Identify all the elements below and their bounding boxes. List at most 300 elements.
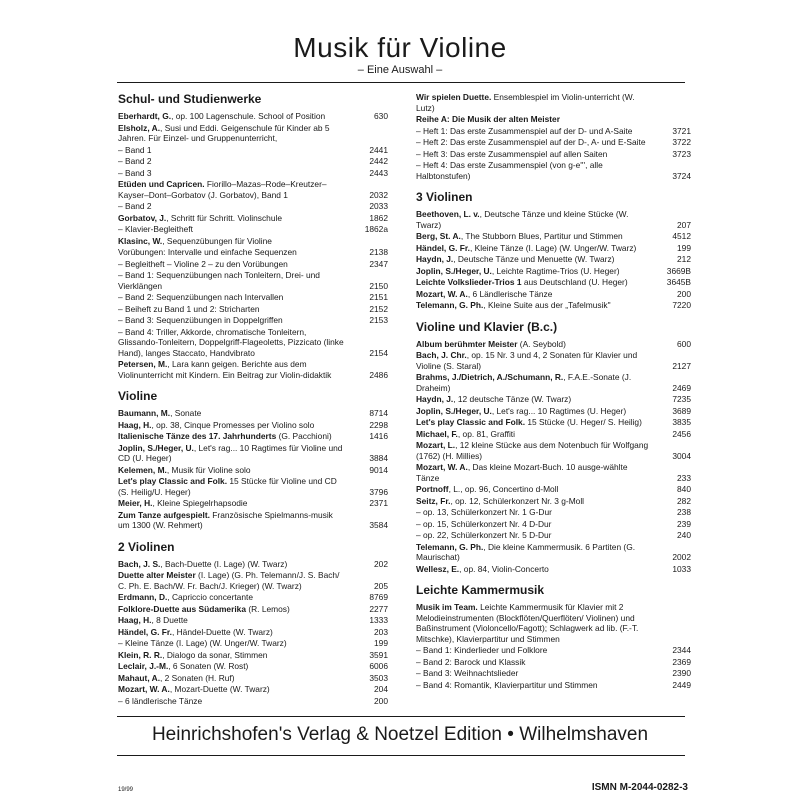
entry-text [118,661,350,672]
catalog-entry [416,530,691,541]
entry-text [416,519,653,530]
entry-author: Seitz, Fr. [416,495,451,506]
entry-title: (A. Seybold) [517,338,566,349]
catalog-entry [118,570,388,591]
entry-title: , Let's rag... 10 Ragtimes (U. Heger) [491,405,627,416]
catalog-entry [118,270,388,291]
entry-text [416,372,653,393]
catalog-entry [416,519,691,530]
ismn-number: ISMN M-2044-0282-3 [591,782,688,793]
page-title: Musik für Violine [293,32,507,63]
entry-title: – Kleine Tänze (I. Lage) (W. Unger/W. Twarz) [118,638,287,648]
catalog-entry [118,420,388,431]
entry-author: Folklore-Duette aus Südamerika [118,603,246,614]
order-number: 282 [677,495,691,506]
order-number: 205 [374,580,388,591]
order-number: 2298 [369,419,388,430]
catalog-entry [416,406,691,417]
top-rule [117,82,685,83]
catalog-entry [416,126,691,137]
entry-title: – Band 2 [118,156,152,166]
entry-title: – Band 2 [118,201,152,211]
order-number: 3503 [369,672,388,683]
catalog-entry [118,498,388,509]
catalog-entry [416,209,691,230]
entry-text [416,602,653,644]
entry-text [416,496,653,507]
entry-title: , Leichte Ragtime-Trios (U. Heger) [491,265,620,276]
entry-text [118,213,350,224]
catalog-entry [118,111,388,122]
catalog-entry [416,243,691,254]
catalog-entry [416,496,691,507]
entry-title: aus Deutschland (U. Heger) [521,277,628,287]
catalog-entry [416,645,691,656]
entry-author: Gorbatov, J. [118,212,167,223]
order-number: 3835 [672,417,691,427]
entry-text [118,696,350,707]
order-number: 2153 [369,315,388,325]
entry-author: Joplin, S./Heger, U. [416,405,492,416]
entry-text [118,304,350,315]
entry-author: Zum Tanze aufgespielt. [118,509,210,520]
order-number: 203 [374,626,388,637]
catalog-entry [416,289,691,300]
entry-text [416,266,653,277]
section-heading: Schul- und Studienwerke [118,92,262,106]
entry-title: , Dialogo da sonar, Stimmen [162,649,268,660]
section-heading: 2 Violinen [118,539,175,554]
entry-text [118,684,350,695]
entry-author: Let's play Classic and Folk. [118,476,228,486]
order-number: 2152 [369,303,388,314]
entry-author: Duette alter Meister [118,570,196,580]
order-number: 199 [677,242,691,253]
entry-text [416,289,653,300]
order-number: 2127 [672,360,691,371]
order-number: 3004 [672,450,691,461]
order-number: 3669B [666,265,691,276]
order-number: 3584 [369,520,388,530]
entry-text [118,431,350,442]
order-number: 2371 [369,498,388,508]
entry-author: Portnoff [416,484,449,494]
entry-title: , op. 84, Violin-Concerto [459,563,549,574]
entry-text [118,498,350,509]
footer-rule-top [117,716,685,717]
entry-title: , Let's rag... 10 Ragtimes für Violine und CD (U. Heger) [118,442,343,463]
entry-title: – Band 4: Triller, Akkorde, chromatische Tonleitern, Glissando-Tonleitern, Doppelgriff-Flageoletts, Pizzicato (linke Hand), langes Staccato, Handvibrato [118,326,344,358]
entry-title: – Band 4: Romantik, Klavierpartitur und Stimmen [416,679,598,690]
publisher-line: Heinrichshofen's Verlag & Noetzel Edition • Wilhelmshaven [151,724,649,745]
catalog-entry [118,315,388,326]
entry-title: – 6 ländlerische Tänze [118,695,203,706]
entry-title: – Band 1: Kinderlieder und Folklore [416,645,548,655]
order-number: 2442 [369,156,388,166]
entry-text [416,406,653,417]
entry-text [416,657,653,668]
entry-title: – Heft 4: Das erste Zusammenspiel (von g-e''', alle Halbtonstufen) [416,160,603,181]
entry-title: (G. Pacchioni) [276,431,332,441]
catalog-entry [416,680,691,691]
entry-title: , Die kleine Kammermusik. 6 Partiten (G. Maurischat) [416,541,636,562]
entry-text [118,559,350,570]
order-number: 200 [677,288,691,299]
entry-title: (R. Lemos) [246,603,290,614]
catalog-entry [416,602,691,644]
entry-text [416,339,653,350]
entry-author: Mozart, W. A. [416,288,468,299]
order-number: 2347 [369,258,388,269]
order-number: 2486 [369,369,388,380]
entry-text [118,592,350,603]
entry-title: , 6 Sonaten (W. Rost) [168,661,249,671]
catalog-entry [118,696,388,707]
catalog-entry [416,462,691,483]
entry-text [118,359,350,380]
catalog-entry [118,684,388,695]
order-number: 840 [677,484,691,494]
order-number: 240 [677,530,691,540]
entry-title: , 6 Ländlerische Tänze [467,288,553,299]
catalog-entry [416,657,691,668]
entry-author: Mozart, W. A. [118,684,170,694]
catalog-entry [118,510,388,531]
entry-title: , Susi und Eddi. Geigenschule für Kinder ab 5 Jahren. Für Einzel- und Gruppenunterricht, [118,122,330,143]
entry-title: – Heft 3: Das erste Zusammenspiel auf allen Saiten [416,148,608,159]
catalog-entry [416,339,691,350]
catalog-entry [118,604,388,615]
catalog-entry [118,638,388,649]
entry-text [118,315,350,326]
catalog-entry [118,236,388,247]
entry-title: , op. 38, Cinque Promesses per Violino solo [151,419,315,430]
entry-text [416,462,653,483]
entry-title: , 12 deutsche Tänze (W. Twarz) [453,394,572,404]
catalog-entry [416,160,691,181]
entry-text [416,300,653,311]
entry-text [118,408,350,419]
entry-text [416,243,653,254]
entry-title: , Mozart-Duette (W. Twarz) [169,684,270,694]
entry-author: Haydn, J. [416,254,454,264]
catalog-entry [118,661,388,672]
entry-author: Haydn, J. [416,394,454,404]
entry-text [118,650,350,661]
entry-text [118,123,350,144]
catalog-entry [118,408,388,419]
entry-text [416,429,653,440]
entry-author: Brahms, J./Dietrich, A./Schumann, R. [416,372,564,382]
catalog-section [118,92,388,380]
order-number: 2033 [369,201,388,211]
order-number: 630 [374,111,388,121]
order-number: 199 [374,638,388,648]
catalog-entry [416,564,691,575]
entry-title: , Musik für Violine solo [166,464,251,475]
catalog-section [118,389,388,531]
entry-text [118,465,350,476]
section-heading: 3 Violinen [416,190,473,204]
order-number: 204 [374,684,388,694]
entry-text [118,420,350,431]
catalog-entry [118,247,388,258]
entry-author: Händel, G. Fr. [416,242,470,253]
entry-author: Mozart, W. A. [416,462,468,472]
catalog-entry [118,259,388,270]
entry-text [416,542,653,563]
entry-title: , Das kleine Mozart-Buch. 10 ausge-wählte Tänze [416,462,628,483]
entry-title: – Klavier-Begleitheft [118,224,193,234]
catalog-entry [118,224,388,235]
catalog-entry [118,431,388,442]
catalog-entry [118,213,388,224]
order-number: 600 [677,338,691,349]
catalog-entry [118,476,388,497]
catalog-entry [416,440,691,461]
order-number: 3591 [369,649,388,660]
order-number: 2443 [369,167,388,178]
catalog-entry [416,277,691,288]
catalog-entry [118,327,388,359]
entry-text [118,236,350,247]
catalog-entry [416,507,691,518]
catalog-entry [416,417,691,428]
catalog-entry [416,266,691,277]
entry-title: , 12 kleine Stücke aus dem Notenbuch für Wolfgang (1762) (H. Millies) [416,440,649,461]
catalog-entry [416,149,691,160]
catalog-entry [416,114,691,125]
entry-title: – Band 2: Sequenzübungen nach Intervallen [118,292,284,302]
catalog-entry [118,465,388,476]
order-number: 2469 [672,382,691,393]
order-number: 2449 [672,679,691,690]
catalog-entry [416,542,691,563]
entry-author: Joplin, S./Heger, U. [118,442,194,453]
entry-title: – Heft 1: Das erste Zusammenspiel auf der D- und A-Saite [416,125,633,136]
entry-author: Haag, H. [118,615,152,625]
catalog-entry [118,292,388,303]
catalog-entry [118,168,388,179]
entry-title: – Beiheft zu Band 1 und 2: Stricharten [118,303,260,314]
order-number: 7220 [672,300,691,310]
entry-text [416,564,653,575]
entry-text [118,224,350,235]
page-subtitle: – Eine Auswahl – [357,64,443,76]
catalog-entry [416,254,691,265]
entry-title: , Kleine Spiegelrhapsodie [152,498,248,508]
order-number: 8714 [369,408,388,418]
entry-title: – Band 3 [118,167,152,178]
order-number: 2369 [672,656,691,667]
order-number: 207 [677,219,691,230]
entry-text [118,201,350,212]
right-column [416,92,691,699]
order-number: 2032 [369,189,388,200]
catalog-entry [416,231,691,242]
catalog-section [416,320,691,575]
order-number: 3645B [666,277,691,287]
catalog-entry [118,673,388,684]
entry-title: , Händel-Duette (W. Twarz) [171,626,273,637]
entry-author: Kelemen, M. [118,464,167,475]
entry-text [416,114,653,125]
entry-text [118,111,350,122]
entry-author: Wellesz, E. [416,563,460,574]
entry-author: Album berühmter Meister [416,338,518,349]
entry-title: (I. Lage) (G. Ph. Telemann/J. S. Bach/ C. Ph. E. Bach/W. Fr. Bach/J. Krieger) (W. Twarz) [118,570,340,591]
section-heading: Violine [118,389,158,403]
entry-author: Händel, G. Fr. [118,626,172,637]
entry-author: Bach, J. Chr. [416,350,467,360]
entry-text [416,209,653,230]
entry-text [118,168,350,179]
order-number: 2151 [369,292,388,302]
entry-text [118,156,350,167]
order-number: 8769 [369,592,388,602]
entry-text [416,277,653,288]
entry-text [118,270,350,291]
entry-title: Fiorillo–Mazas–Rode–Kreutzer–Kayser–Dont–Gorbatov (J. Gorbatov), Band 1 [118,179,327,200]
order-number: 200 [374,695,388,706]
entry-title: , Sequenzübungen für Violine [162,235,272,246]
order-number: 3689 [672,405,691,416]
left-column [118,92,388,715]
entry-title: – Band 2: Barock und Klassik [416,656,526,667]
footer-rule-bottom [117,755,685,756]
catalog-entry [416,92,691,113]
order-number: 239 [677,518,691,529]
order-number: 3724 [672,170,691,181]
entry-author: Wir spielen Duette. [416,92,492,102]
order-number: 3884 [369,453,388,463]
order-number: 3722 [672,137,691,147]
catalog-entry [118,179,388,200]
entry-author: Leichte Volkslieder-Trios 1 [416,277,522,287]
entry-text [416,394,653,405]
entry-author: Berg, St. A. [416,231,461,241]
entry-text [416,417,653,428]
catalog-entry [416,484,691,495]
order-number: 3721 [672,125,691,136]
entry-text [416,507,653,518]
entry-title: – op. 22, Schülerkonzert Nr. 5 D-Dur [416,530,552,540]
section-heading: Leichte Kammermusik [416,583,545,597]
entry-text [118,145,350,156]
order-number: 1033 [672,563,691,574]
entry-text [118,443,350,464]
catalog-section [416,190,691,311]
order-number: 212 [677,254,691,264]
entry-text [118,247,350,258]
catalog-entry [416,668,691,679]
order-number: 2456 [672,428,691,439]
order-number: 3723 [672,148,691,159]
entry-author: Let's play Classic and Folk. [416,417,526,427]
entry-text [416,254,653,265]
entry-text [118,673,350,684]
entry-text [416,92,653,113]
entry-author: Mahaut, A. [118,672,161,683]
entry-text [416,680,653,691]
order-number: 3796 [369,486,388,497]
entry-text [416,530,653,541]
entry-text [118,510,350,531]
entry-author: Elsholz, A. [118,122,161,133]
order-number: 2138 [369,247,388,257]
entry-author: Etüden und Capricen. [118,179,205,189]
entry-title: , Bach-Duette (I. Lage) (W. Twarz) [160,558,288,569]
entry-author: Beethoven, L. v. [416,209,480,219]
entry-title: – Band 3: Sequenzübungen in Doppelgriffen [118,315,283,325]
entry-text [118,259,350,270]
entry-author: Klasinc, W. [118,235,163,246]
entry-author: Telemann, G. Ph. [416,541,484,552]
order-number: 2277 [369,603,388,614]
order-number: 9014 [369,464,388,475]
entry-text [416,137,653,148]
entry-text [416,350,653,371]
entry-title: , Lara kann geigen. Berichte aus dem Violinunterricht mit Kindern. Ein Beitrag zur Violin-didaktik [118,359,332,380]
entry-title: – Begleitheft – Violine 2 – zu den Vorübungen [118,258,288,269]
catalog-entry [416,350,691,371]
catalog-entry [416,394,691,405]
entry-text [118,638,350,649]
entry-author: Meier, H. [118,498,153,508]
order-number: 1416 [369,431,388,441]
entry-author: Bach, J. S. [118,558,161,569]
entry-text [118,627,350,638]
entry-title: 15 Stücke für Violine und CD (S. Heilig/U. Heger) [118,476,337,497]
entry-title: , 2 Sonaten (H. Ruf) [160,672,235,683]
entry-author: Klein, R. R. [118,649,163,660]
catalog-code: 19/99 [118,787,134,793]
catalog-entry [118,592,388,603]
catalog-entry [118,201,388,212]
entry-author: Erdmann, D. [118,592,168,602]
order-number: 1862 [369,212,388,223]
entry-title: , op. 100 Lagenschule. School of Position [171,111,326,121]
entry-title: – Band 1: Sequenzübungen nach Tonleitern, Drei- und Vierklängen [118,270,320,291]
entry-title: , Capriccio concertante [167,592,253,602]
catalog-entry [416,300,691,311]
entry-title: Französische Spielmanns-musik um 1300 (W. Rehmert) [118,509,333,530]
order-number: 4512 [672,231,691,241]
entry-title: , Deutsche Tänze und kleine Stücke (W. Twarz) [416,209,629,230]
entry-author: Italienische Tänze des 17. Jahrhunderts [118,431,277,441]
section-heading: Violine und Klavier (B.c.) [416,319,558,334]
entry-title: , Kleine Suite aus der „Tafelmusik" [483,300,611,310]
entry-text [118,292,350,303]
order-number: 1333 [369,615,388,625]
catalog-section [416,583,691,690]
catalog-entry [118,650,388,661]
entry-title: 15 Stücke (U. Heger/ S. Heilig) [525,417,642,427]
entry-text [118,570,350,591]
entry-author: Petersen, M. [118,359,168,369]
entry-author: Haag, H. [118,419,152,430]
entry-title: – Heft 2: Das erste Zusammenspiel auf der D-, A- und E-Saite [416,137,646,147]
entry-text [416,645,653,656]
entry-title: , F.A.E.-Sonate (J. Draheim) [416,372,632,393]
entry-title: , Kleine Tänze (I. Lage) (W. Unger/W. Twarz) [469,242,637,253]
entry-author: Eberhardt, G. [118,111,172,121]
catalog-entry [118,615,388,626]
catalog-entry [416,372,691,393]
catalog-entry [118,123,388,144]
entry-author: Mozart, L. [416,440,456,450]
entry-text [416,231,653,242]
